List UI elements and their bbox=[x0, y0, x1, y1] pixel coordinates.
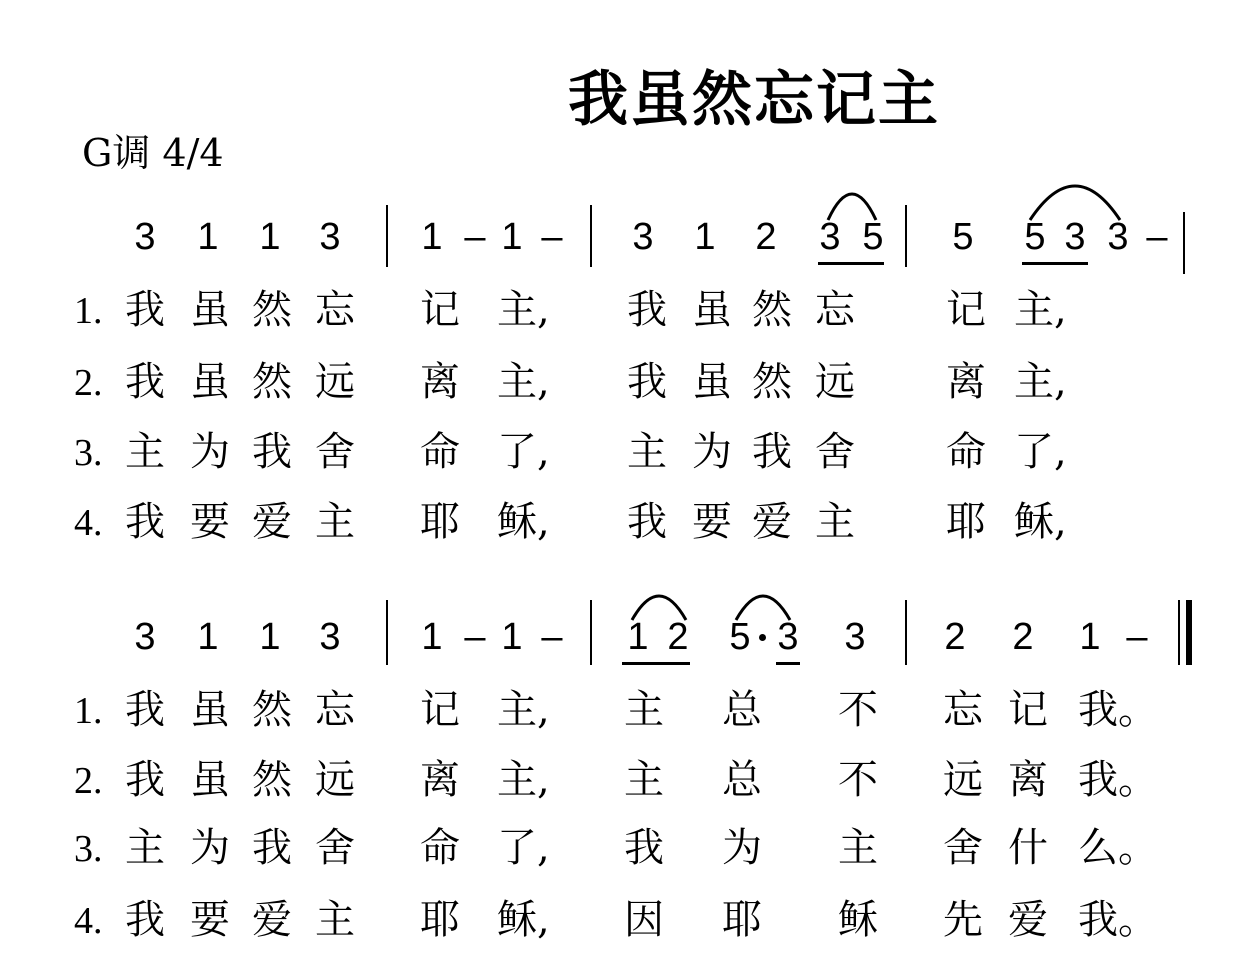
lyric-syllable: 离 bbox=[420, 757, 460, 803]
hold-dash: – bbox=[1146, 216, 1168, 258]
lyric-syllable: 然 bbox=[252, 757, 292, 803]
lyric-syllable: 要 bbox=[692, 499, 732, 545]
lyric-syllable: 远 bbox=[315, 359, 355, 405]
lyric-syllable: 然 bbox=[752, 359, 792, 405]
note: 3 bbox=[844, 616, 866, 658]
note: 3 bbox=[319, 616, 341, 658]
lyric-syllable: 主, bbox=[497, 359, 550, 405]
lyric-syllable: 然 bbox=[252, 687, 292, 733]
eighth-underline bbox=[776, 662, 800, 665]
bar-line bbox=[386, 205, 388, 267]
lyric-syllable: 虽 bbox=[692, 287, 732, 333]
note: 1 bbox=[197, 616, 219, 658]
note: 5 bbox=[1024, 216, 1046, 258]
lyric-syllable: 忘 bbox=[315, 687, 355, 733]
lyric-syllable: 命 bbox=[420, 825, 460, 871]
lyric-syllable: 我 bbox=[125, 359, 165, 405]
bar-line bbox=[1178, 600, 1180, 665]
lyric-syllable: 命 bbox=[946, 429, 986, 475]
bar-line bbox=[590, 600, 592, 665]
slur bbox=[734, 594, 792, 622]
lyric-syllable: 因 bbox=[624, 897, 664, 943]
lyric-syllable: 了, bbox=[1014, 429, 1067, 475]
final-bar-line bbox=[1186, 600, 1192, 665]
lyric-syllable: 主, bbox=[497, 287, 550, 333]
note: 3 bbox=[777, 616, 799, 658]
lyric-syllable: 稣, bbox=[497, 499, 550, 545]
lyric-syllable: 了, bbox=[497, 825, 550, 871]
bar-line bbox=[905, 600, 907, 665]
lyric-syllable: 为 bbox=[190, 825, 230, 871]
note: 1 bbox=[501, 616, 523, 658]
lyric-syllable: 爱 bbox=[1008, 897, 1048, 943]
lyric-syllable: 主, bbox=[497, 757, 550, 803]
eighth-underline bbox=[818, 262, 884, 265]
lyric-syllable: 舍 bbox=[315, 825, 355, 871]
lyric-syllable: 稣 bbox=[838, 897, 878, 943]
lyric-syllable: 爱 bbox=[252, 897, 292, 943]
lyric-syllable: 我 bbox=[627, 359, 667, 405]
lyric-syllable: 虽 bbox=[190, 287, 230, 333]
key-signature: G调 4/4 bbox=[82, 131, 224, 175]
lyric-syllable: 舍 bbox=[315, 429, 355, 475]
note: 1 bbox=[421, 616, 443, 658]
eighth-underline bbox=[622, 662, 690, 665]
slur bbox=[630, 594, 688, 622]
lyric-syllable: 我 bbox=[252, 825, 292, 871]
note: 1 bbox=[259, 616, 281, 658]
lyric-syllable: 主 bbox=[125, 429, 165, 475]
lyric-syllable: 舍 bbox=[815, 429, 855, 475]
lyric-syllable: 我 bbox=[125, 287, 165, 333]
lyric-syllable: 主 bbox=[627, 429, 667, 475]
lyric-syllable: 我。 bbox=[1078, 687, 1158, 733]
lyric-syllable: 然 bbox=[252, 359, 292, 405]
song-title: 我虽然忘记主 bbox=[568, 65, 940, 135]
note: 2 bbox=[755, 216, 777, 258]
lyric-syllable: 要 bbox=[190, 499, 230, 545]
note: 3 bbox=[1064, 216, 1086, 258]
lyric-syllable: 主, bbox=[1014, 359, 1067, 405]
lyric-syllable: 忘 bbox=[315, 287, 355, 333]
hold-dash: – bbox=[464, 216, 486, 258]
lyric-syllable: 我 bbox=[125, 687, 165, 733]
note: 1 bbox=[501, 216, 523, 258]
bar-line bbox=[1183, 212, 1185, 274]
eighth-underline bbox=[1022, 262, 1088, 265]
lyric-syllable: 主 bbox=[315, 499, 355, 545]
verse-number: 2. bbox=[74, 760, 103, 802]
lyric-syllable: 总 bbox=[722, 687, 762, 733]
lyric-syllable: 为 bbox=[692, 429, 732, 475]
lyric-syllable: 我。 bbox=[1078, 897, 1158, 943]
lyric-syllable: 为 bbox=[722, 825, 762, 871]
lyric-syllable: 稣, bbox=[497, 897, 550, 943]
verse-number: 1. bbox=[74, 690, 103, 732]
lyric-syllable: 稣, bbox=[1014, 499, 1067, 545]
note: 2 bbox=[944, 616, 966, 658]
lyric-syllable: 我 bbox=[125, 757, 165, 803]
lyric-syllable: 忘 bbox=[943, 687, 983, 733]
lyric-syllable: 耶 bbox=[420, 499, 460, 545]
lyric-syllable: 了, bbox=[497, 429, 550, 475]
bar-line bbox=[905, 205, 907, 267]
note: 3 bbox=[134, 616, 156, 658]
lyric-syllable: 虽 bbox=[190, 359, 230, 405]
lyric-syllable: 主 bbox=[815, 499, 855, 545]
note: 1 bbox=[197, 216, 219, 258]
lyric-syllable: 远 bbox=[815, 359, 855, 405]
lyric-syllable: 命 bbox=[420, 429, 460, 475]
lyric-syllable: 么。 bbox=[1078, 825, 1158, 871]
lyric-syllable: 主, bbox=[1014, 287, 1067, 333]
lyric-syllable: 我 bbox=[627, 287, 667, 333]
lyric-syllable: 然 bbox=[752, 287, 792, 333]
lyric-syllable: 舍 bbox=[943, 825, 983, 871]
lyric-syllable: 主 bbox=[624, 757, 664, 803]
hold-dash: – bbox=[541, 616, 563, 658]
note: 3 bbox=[319, 216, 341, 258]
lyric-syllable: 虽 bbox=[692, 359, 732, 405]
lyric-syllable: 忘 bbox=[815, 287, 855, 333]
lyric-syllable: 远 bbox=[315, 757, 355, 803]
lyric-syllable: 离 bbox=[420, 359, 460, 405]
lyric-syllable: 离 bbox=[946, 359, 986, 405]
note: 1 bbox=[694, 216, 716, 258]
lyric-syllable: 爱 bbox=[252, 499, 292, 545]
lyric-syllable: 要 bbox=[190, 897, 230, 943]
note: 3 bbox=[134, 216, 156, 258]
lyric-syllable: 记 bbox=[1008, 687, 1048, 733]
lyric-syllable: 什 bbox=[1008, 825, 1048, 871]
lyric-syllable: 为 bbox=[190, 429, 230, 475]
lyric-syllable: 我。 bbox=[1078, 757, 1158, 803]
verse-number: 3. bbox=[74, 828, 103, 870]
hold-dash: – bbox=[464, 616, 486, 658]
lyric-syllable: 耶 bbox=[420, 897, 460, 943]
lyric-syllable: 耶 bbox=[722, 897, 762, 943]
lyric-syllable: 不 bbox=[838, 687, 878, 733]
note: 5 bbox=[862, 216, 884, 258]
bar-line bbox=[590, 205, 592, 267]
lyric-syllable: 主 bbox=[315, 897, 355, 943]
lyric-syllable: 然 bbox=[252, 287, 292, 333]
lyric-syllable: 远 bbox=[943, 757, 983, 803]
note: 3 bbox=[632, 216, 654, 258]
lyric-syllable: 我 bbox=[624, 825, 664, 871]
note: 2 bbox=[1012, 616, 1034, 658]
note: 5 bbox=[729, 616, 751, 658]
verse-number: 3. bbox=[74, 432, 103, 474]
lyric-syllable: 我 bbox=[627, 499, 667, 545]
note: 5 bbox=[952, 216, 974, 258]
lyric-syllable: 先 bbox=[943, 897, 983, 943]
lyric-syllable: 记 bbox=[420, 287, 460, 333]
lyric-syllable: 记 bbox=[946, 287, 986, 333]
lyric-syllable: 我 bbox=[752, 429, 792, 475]
lyric-syllable: 我 bbox=[125, 897, 165, 943]
lyric-syllable: 不 bbox=[838, 757, 878, 803]
hold-dash: – bbox=[541, 216, 563, 258]
lyric-syllable: 总 bbox=[722, 757, 762, 803]
lyric-syllable: 主 bbox=[624, 687, 664, 733]
note: 1 bbox=[627, 616, 649, 658]
lyric-syllable: 离 bbox=[1008, 757, 1048, 803]
lyric-syllable: 我 bbox=[252, 429, 292, 475]
lyric-syllable: 虽 bbox=[190, 687, 230, 733]
slur bbox=[826, 192, 878, 222]
lyric-syllable: 爱 bbox=[752, 499, 792, 545]
note: 1 bbox=[259, 216, 281, 258]
lyric-syllable: 我 bbox=[125, 499, 165, 545]
verse-number: 4. bbox=[74, 502, 103, 544]
lyric-syllable: 主 bbox=[125, 825, 165, 871]
lyric-syllable: 耶 bbox=[946, 499, 986, 545]
verse-number: 1. bbox=[74, 290, 103, 332]
note: 3 bbox=[1107, 216, 1129, 258]
lyric-syllable: 虽 bbox=[190, 757, 230, 803]
note: 2 bbox=[667, 616, 689, 658]
verse-number: 4. bbox=[74, 900, 103, 942]
hold-dash: – bbox=[1126, 616, 1148, 658]
augmentation-dot bbox=[759, 634, 766, 641]
lyric-syllable: 主, bbox=[497, 687, 550, 733]
verse-number: 2. bbox=[74, 362, 103, 404]
note: 1 bbox=[1079, 616, 1101, 658]
bar-line bbox=[386, 600, 388, 665]
lyric-syllable: 记 bbox=[420, 687, 460, 733]
lyric-syllable: 主 bbox=[838, 825, 878, 871]
note: 3 bbox=[819, 216, 841, 258]
slur bbox=[1028, 184, 1122, 222]
note: 1 bbox=[421, 216, 443, 258]
